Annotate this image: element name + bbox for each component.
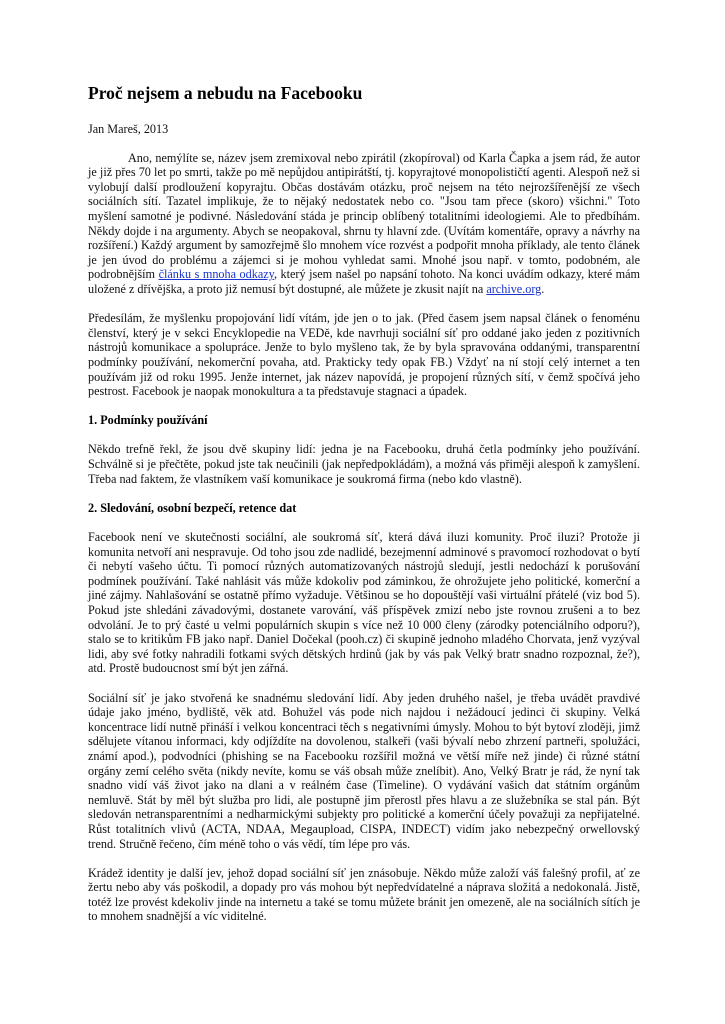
document-title: Proč nejsem a nebudu na Facebooku — [88, 83, 363, 103]
section-1-paragraph: Někdo trefně řekl, že jsou dvě skupiny lidí: jedna je na Facebooku, druhá četla podmínky jeho používání. Schválně si je přečtěte, pokud jste tak neučinili (jak nepředpokládám), a možná vás přiměji alespoň k zamyšlení. Třeba nad faktem, že vlastníkem vaší komunikace je soukromá firma (nebo kdo vlastně). — [88, 442, 640, 486]
section-2-paragraph-2: Sociální síť je jako stvořená ke snadnému sledování lidí. Aby jeden druhého našel, je třeba uvádět pravdivé údaje jako jméno, bydliště, věk atd. Bohužel vás pode nich najdou i nežádoucí jedinci či skupiny. Velká koncentrace lidí nutně přináší i velkou koncentraci těch s negativními úmysly. Mohou to být bytoví zloději, jimž sdělujete vítanou informaci, kdy odjíždíte na dovolenou, stalkeři (vaši bývalí nebo zhrzení partneři, spolužáci, známí apod.), podvodníci (phishing se na Facebooku rozšířil možná ve větší míře než jinde) či různé státní orgány zemí celého světa (nikdy nevíte, komu se váš obsah může znelíbit). Ano, Velký Bratr je rád, že nyní tak snadno vidí váš život jako na dlani a v reálném čase (Timeline). O vydávání vašich dat státním orgánům nemluvě. Stát by měl být služba pro lidi, ale postupně jim přerostl přes hlavu a ze služebníka se stal pán. Být sledován netransparentními a nedharmickými subjekty pro politické a komerční účely považuji za nepřijatelné. Růst totalitních vlivů (ACTA, NDAA, Megaupload, CISPA, INDECT) vidím jako nebezpečný orwellovský trend. Stručně řečeno, čím méně toho o vás vědí, tím lépe pro vás. — [88, 690, 640, 851]
author-line: Jan Mareš, 2013 — [88, 122, 169, 136]
section-heading-1: 1. Podmínky používání — [88, 413, 208, 428]
section-2-paragraph-1: Facebook není ve skutečnosti sociální, ale soukromá síť, která dává iluzi komunity. Proč iluzi? Protože ji komunita netvoří ani nespravuje. Od toho jsou zde nadlidé, bezejmenní adminové s pravomocí rozhodovat o bytí či nebytí vašeho účtu. Ti pomocí různých automatizovaných nástrojů sledují, jestli nedochází k porušování podmínek používání. Také nahlásit vás může kdokoliv pod záminkou, že ohrožujete jeho politické, komerční a jiné zájmy. Nahlašování se ostatně přímo vyžaduje. Většinou se ho dopouštějí vaši virtuální přátelé (viz bod 5). Pokud jste shledáni závadovými, dostanete varování, váš příspěvek zmizí nebo jste rovnou zrušeni a to bez odvolání. Je to prý časté u velmi populárních skupin s více než 10 000 členy (zárodky potenciálního odporu?), stalo se to kritikům FB jako např. Daniel Dočekal (pooh.cz) či skupině jednoho mladého Chorvata, jenž vyzýval lidi, aby své fotky nahradili fotkami svých dětských hrdinů (jak by vás pak Velký bratr snadno rozpoznal, že?), atd. Prostě budoucnost smí být jen zářná. — [88, 530, 640, 676]
intro-text-end: . — [541, 281, 545, 296]
intro-text-middle: , který jsem našel po napsání tohoto. Na konci uvádím odkazy, které mám uložené z dřívějška, a proto již nemusí být dostupné, ale můžete je zkusit najít na — [88, 267, 640, 296]
section-heading-2: 2. Sledování, osobní bezpečí, retence dat — [88, 500, 297, 515]
section-2-paragraph-3: Krádež identity je další jev, jehož dopad sociální síť jen znásobuje. Někdo může založí váš falešný profil, ať ze žertu nebo aby vás poškodil, a dopady pro vás mohou být nepředvídatelné a náprava složitá a nedokonalá. Jistě, totéž lze provést kdekoliv jinde na internetu a také se tomu můžete bránit jen omezeně, ale na sociálních sítích je to mnohem snadnější a víc viditelné. — [88, 865, 640, 924]
intro-text: Ano, nemýlíte se, název jsem zremixoval nebo zpirátil (zkopíroval) od Karla Čapka a jsem rád, že autor je již přes 70 let po smrti, takže po mě nepůjdou antipirátští, tj. kopyrajtové monopolističtí agenti. Alespoň než si vylobují další prodloužení kopyrajtu. Občas dostávám otázku, proč nejsem na této nejrozšířenější ze všech sociálních sítí. Tazatel implikuje, že to nějaký nedostatek nebo co. "Jsou tam přece (skoro) všichni." Toto myšlení samotné je podivné. Následování stáda je princip oblíbený totalitními ideologiemi. Ale to předbíhám. Někdy dojde i na argumenty. Abych se neopakoval, shrnu ty hlavní zde. (Uvítám komentáře, opravy a návrhy na rozšíření.) Každý argument by samozřejmě šlo mnohem více rozvést a podpořit mnoha příklady, ale tento článek je jen úvod do problému a zájemci si je mohou vyhledat sami. Mnohé jsou např. v tomto, podobném, ale podrobnějším — [88, 150, 640, 282]
archive-link[interactable]: archive.org — [486, 281, 542, 296]
intro-paragraph — [88, 151, 640, 297]
article-link[interactable]: článku s mnoha odkazy — [158, 267, 274, 282]
document-page — [88, 82, 640, 924]
paragraph-membership: Předesílám, že myšlenku propojování lidí vítám, jde jen o to jak. (Před časem jsem napsal článek o fenoménu členství, který je v sekci Encyklopedie na VEDě, kde navrhuji sociální síť pro oddané jako jeden z pozitivních nástrojů komunikace a spolupráce. Jenže to bylo myšleno tak, že by byla spravována oddanými, transparentní podmínky používání, nekomerční povaha, atd. Prakticky tedy opak FB.) Vždyť na ní stojí celý internet a ten používám již od roku 1995. Jenže internet, jak název napovídá, je propojení různých sítí, v čemž spočívá jeho pestrost. Facebook je naopak monokultura a ta představuje stagnaci a úpadek. — [88, 311, 640, 399]
